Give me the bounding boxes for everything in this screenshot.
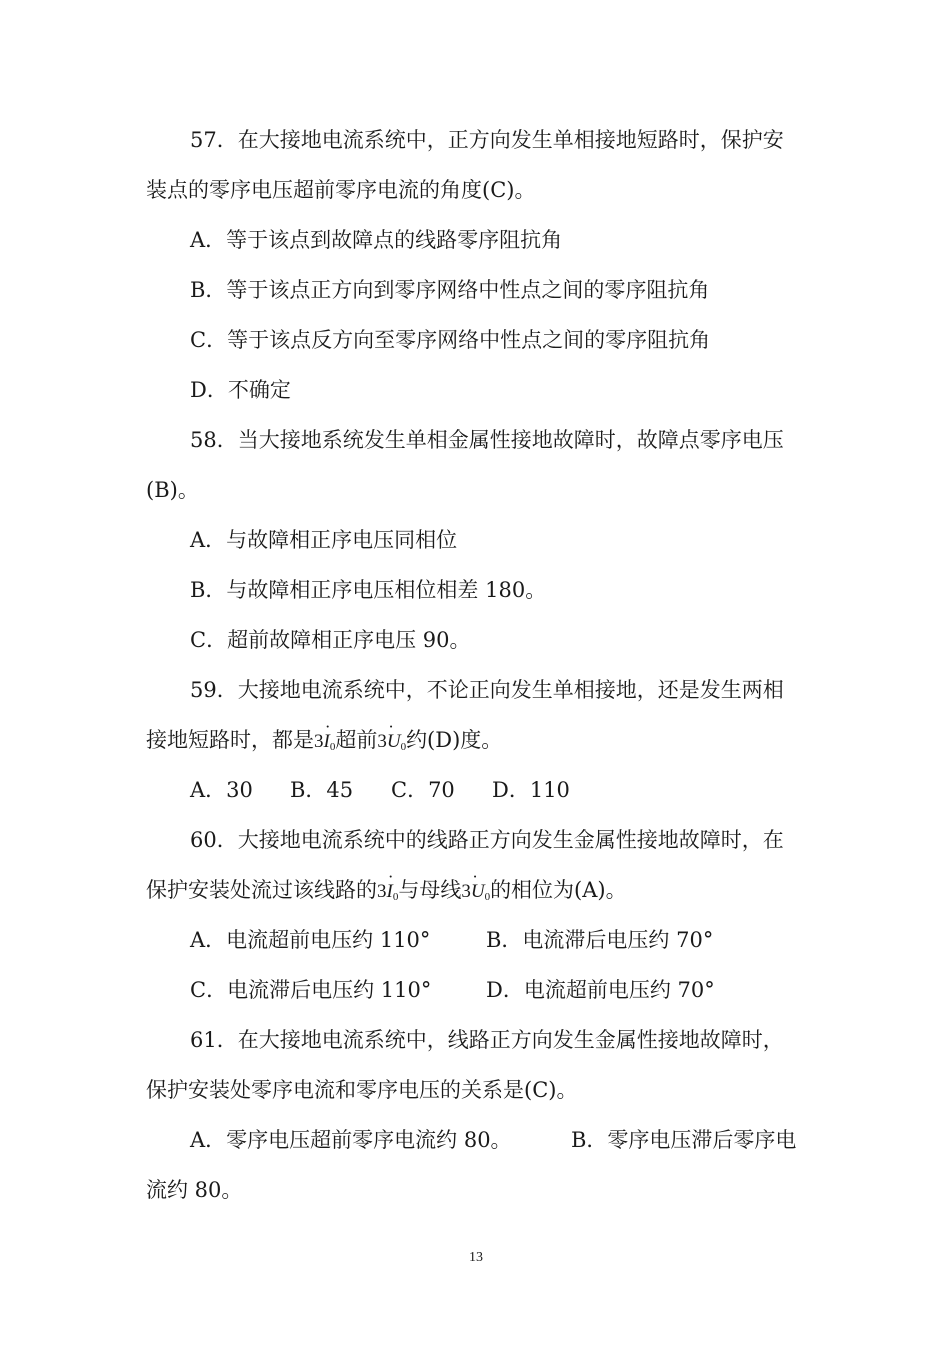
q58-option-c: C．超前故障相正序电压 90。 — [190, 628, 471, 652]
q58-option-a: A．与故障相正序电压同相位 — [190, 528, 458, 552]
q61-option-b-continued: 流约 80。 — [146, 1178, 243, 1202]
zero-sequence-voltage-symbol: 3˙ $U_0$ — [461, 881, 490, 902]
q59-stem-line2 — [146, 725, 502, 762]
q60-option-c: C．电流滞后电压约 110° — [190, 978, 432, 1002]
zero-sequence-voltage-symbol: 3˙ $U_0$ — [377, 731, 406, 752]
q61-stem-line1: 61．在大接地电流系统中，线路正方向发生金属性接地故障时， — [190, 1028, 784, 1052]
q60-option-b: B．电流滞后电压约 70° — [486, 928, 714, 952]
q58-stem-line1: 58．当大接地系统发生单相金属性接地故障时，故障点零序电压 — [190, 428, 784, 452]
q57-option-c: C．等于该点反方向至零序网络中性点之间的零序阻抗角 — [190, 328, 711, 352]
q59-option-a: A．30 — [190, 778, 253, 802]
q60-text-part3: 的相位为(A)。 — [490, 878, 627, 902]
q60-stem-line1: 60．大接地电流系统中的线路正方向发生金属性接地故障时，在 — [190, 828, 784, 852]
q60-stem-line2 — [146, 875, 627, 912]
q60-option-d: D．电流超前电压约 70° — [486, 978, 715, 1002]
q60-text-part1: 保护安装处流过该线路的 — [146, 878, 377, 902]
q59-stem-line1: 59．大接地电流系统中，不论正向发生单相接地，还是发生两相 — [190, 678, 784, 702]
q58-option-b: B．与故障相正序电压相位相差 180。 — [190, 578, 547, 602]
q59-option-d: D．110 — [492, 778, 570, 802]
page-number: 13 — [469, 1250, 483, 1265]
q61-option-b: B．零序电压滞后零序电 — [571, 1128, 797, 1152]
q59-option-b: B．45 — [290, 778, 354, 802]
zero-sequence-current-symbol: 3˙ $I_0$ — [377, 881, 398, 902]
q61-stem-line2: 保护安装处零序电流和零序电压的关系是(C)。 — [146, 1078, 578, 1102]
q60-text-part2: 与母线 — [398, 878, 462, 902]
q59-text-part1: 接地短路时，都是 — [146, 728, 314, 752]
q59-text-part3: 约(D)度。 — [406, 728, 503, 752]
q59-option-c: C．70 — [391, 778, 455, 802]
q57-stem-line1: 57．在大接地电流系统中，正方向发生单相接地短路时，保护安 — [190, 128, 784, 152]
q57-option-b: B．等于该点正方向到零序网络中性点之间的零序阻抗角 — [190, 278, 710, 302]
q61-option-a: A．零序电压超前零序电流约 80。 — [190, 1128, 512, 1152]
q57-option-a: A．等于该点到故障点的线路零序阻抗角 — [190, 228, 563, 252]
zero-sequence-current-symbol: 3˙ $I_0$ — [314, 731, 335, 752]
q57-stem-line2: 装点的零序电压超前零序电流的角度(C)。 — [146, 178, 536, 202]
q57-option-d: D．不确定 — [190, 378, 291, 402]
q60-option-a: A．电流超前电压约 110° — [190, 928, 431, 952]
q58-stem-line2: (B)。 — [146, 478, 199, 502]
q59-text-part2: 超前 — [335, 728, 378, 752]
